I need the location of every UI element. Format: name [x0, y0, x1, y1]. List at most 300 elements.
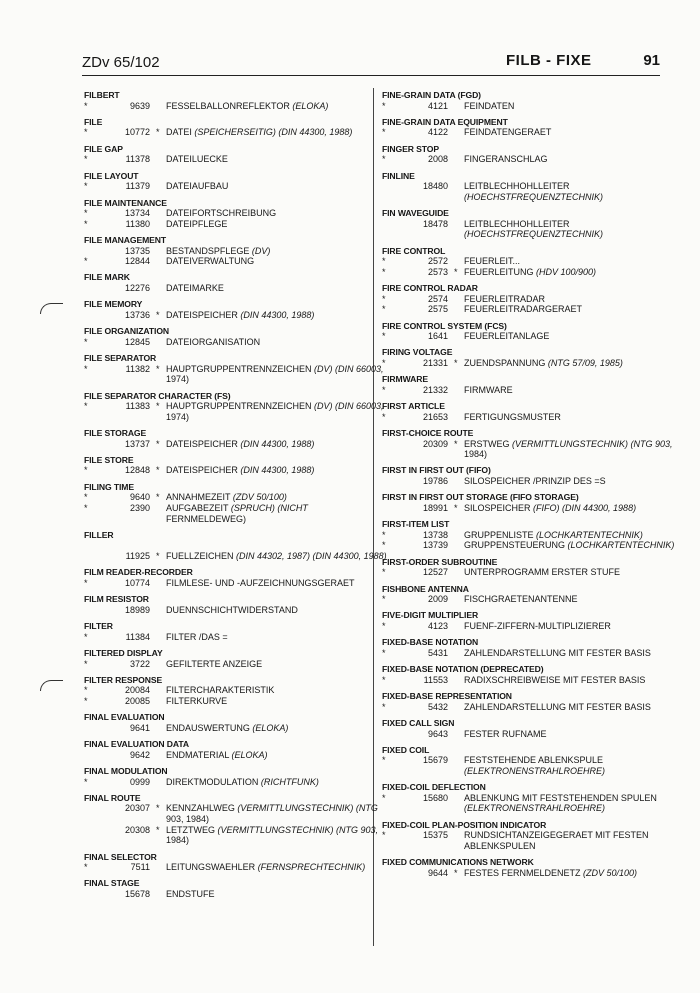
star-marker: * — [84, 336, 88, 347]
header-rule — [82, 75, 660, 76]
glossary-entry — [84, 792, 379, 846]
star-marker: * — [382, 701, 386, 712]
entry-continuation: (ELEKTRONENSTRAHLROEHRE) — [464, 766, 606, 776]
entry-line — [382, 567, 664, 578]
entry-translation: DATEISPEICHER (DIN 44300, 1988) — [166, 438, 315, 449]
glossary-entry — [84, 272, 366, 293]
entry-line — [84, 835, 366, 846]
entry-number: 21331 — [422, 357, 448, 368]
entry-line — [84, 814, 366, 825]
entry-number: 21653 — [422, 411, 448, 422]
glossary-entry — [382, 637, 664, 658]
entry-translation: DATEIPFLEGE — [166, 218, 228, 229]
glossary-entry — [84, 852, 366, 873]
entry-number: 13737 — [124, 438, 150, 449]
entry-term: FIXED-COIL DEFLECTION — [382, 782, 486, 793]
star-marker: * — [84, 256, 88, 267]
entry-number: 3722 — [129, 658, 150, 669]
entry-line — [382, 449, 664, 460]
entry-term: FIRMWARE — [382, 374, 428, 385]
entry-number: 9643 — [427, 728, 448, 739]
glossary-entry — [84, 529, 387, 562]
entry-line — [84, 605, 366, 616]
entry-line — [382, 358, 664, 369]
glossary-entry — [382, 519, 675, 551]
entry-number: 20307 — [124, 803, 150, 814]
entry-term: FINAL ROUTE — [84, 792, 141, 803]
star-marker: * — [382, 357, 386, 368]
glossary-entry — [84, 648, 366, 669]
page-number: 91 — [643, 52, 660, 69]
glossary-entry — [382, 246, 664, 278]
standard-marker: * — [156, 438, 160, 449]
star-marker: * — [84, 492, 88, 503]
entry-term: FIRE CONTROL — [382, 245, 446, 256]
glossary-entry — [84, 675, 366, 707]
margin-bracket-mark — [40, 303, 63, 314]
entry-line — [382, 841, 664, 852]
entry-term: FIXED COMMUNICATIONS NETWORK — [382, 857, 534, 868]
entry-translation: FUELLZEICHEN (DIN 44302, 1987) (DIN 44300, 1988) — [166, 551, 387, 561]
entry-number: 7511 — [130, 862, 150, 873]
entry-line — [84, 127, 366, 138]
entry-translation: DATEI (SPEICHERSEITIG) (DIN 44300, 1988) — [166, 127, 353, 138]
entry-continuation: 1984) — [464, 449, 488, 460]
entry-continuation: ABLENKSPULEN — [464, 840, 536, 851]
entry-translation: FESTSTEHENDE ABLENKSPULE — [464, 755, 604, 766]
entry-translation: DATEIVERWALTUNG — [166, 256, 255, 267]
glossary-entry — [382, 857, 664, 878]
entry-number: 18480 — [422, 181, 448, 192]
entry-translation: DATEIORGANISATION — [166, 336, 261, 347]
entry-number: 9641 — [129, 722, 150, 733]
entry-term: FILE ORGANIZATION — [84, 326, 170, 337]
star-marker: * — [84, 465, 88, 476]
entry-translation: FILTERKURVE — [166, 695, 228, 706]
glossary-entry — [84, 594, 366, 615]
entry-line — [382, 412, 664, 423]
star-marker: * — [382, 529, 386, 540]
entry-term: FIRST-ORDER SUBROUTINE — [382, 556, 498, 567]
standard-marker: * — [454, 502, 458, 513]
entry-translation: DATEIMARKE — [166, 283, 224, 294]
entry-number: 2009 — [427, 594, 448, 605]
entry-translation: UNTERPROGRAMM ERSTER STUFE — [464, 567, 621, 578]
entry-translation: ENDSTUFE — [166, 889, 215, 899]
glossary-entry — [382, 171, 664, 203]
entry-line — [84, 696, 366, 707]
star-marker: * — [84, 154, 88, 165]
entry-translation: GRUPPENLISTE (LOCHKARTENTECHNIK) — [464, 529, 643, 540]
entry-number: 15679 — [422, 755, 448, 766]
entry-translation: FEUERLEITUNG (HDV 100/900) — [464, 266, 597, 277]
entry-line — [84, 208, 366, 219]
entry-translation: ANNAHMEZEIT (ZDV 50/100) — [166, 492, 287, 503]
glossary-entry — [382, 347, 664, 368]
entry-line — [84, 659, 366, 670]
entry-line — [382, 648, 664, 659]
entry-number: 11383 — [125, 401, 150, 412]
entry-term: FIXED COIL — [382, 744, 430, 755]
entry-line — [382, 793, 664, 804]
glossary-entry — [84, 117, 366, 138]
glossary-entry — [382, 745, 664, 777]
glossary-entry — [382, 610, 664, 631]
entry-term: FILE MARK — [84, 272, 130, 283]
star-marker: * — [84, 363, 88, 374]
glossary-entry — [382, 664, 664, 685]
entry-term: FIVE-DIGIT MULTIPLIER — [382, 610, 479, 621]
glossary-entry — [382, 492, 664, 513]
entry-line — [84, 824, 379, 836]
entry-translation: FEUERLEIT... — [464, 256, 521, 267]
entry-number: 18478 — [422, 218, 448, 229]
entry-continuation: 1974) — [166, 374, 190, 385]
entry-term: FIRST IN FIRST OUT STORAGE (FIFO STORAGE) — [382, 492, 579, 503]
entry-number: 5431 — [427, 647, 448, 658]
glossary-entry — [382, 374, 664, 395]
entry-line — [84, 246, 366, 257]
entry-line — [382, 101, 664, 112]
star-marker: * — [84, 401, 88, 412]
entry-term: FINAL EVALUATION DATA — [84, 739, 189, 750]
entry-line — [84, 374, 366, 385]
entry-line — [382, 256, 664, 267]
star-marker: * — [84, 658, 88, 669]
glossary-entry — [382, 691, 664, 712]
entry-line — [382, 267, 664, 278]
entry-line — [84, 632, 366, 643]
star-marker: * — [382, 755, 386, 766]
entry-translation: ZAHLENDARSTELLUNG MIT FESTER BASIS — [464, 647, 651, 658]
entry-term: FILE MAINTENANCE — [84, 197, 167, 208]
glossary-entry — [84, 326, 366, 347]
entry-line — [84, 492, 366, 503]
standard-marker: * — [156, 803, 160, 814]
entry-translation: LEITBLECHHOHLLEITER — [464, 218, 570, 229]
entry-line — [382, 675, 664, 686]
entry-term: FIXED-BASE NOTATION — [382, 637, 479, 648]
entry-number: 12844 — [124, 256, 150, 267]
entry-continuation: FERNMELDEWEG) — [166, 513, 247, 524]
star-marker: * — [84, 776, 88, 787]
entry-number: 11379 — [125, 181, 150, 192]
standard-marker: * — [454, 438, 458, 449]
entry-translation: ZAHLENDARSTELLUNG MIT FESTER BASIS — [464, 701, 651, 712]
entry-translation: RUNDSICHTANZEIGEGERAET MIT FESTEN — [464, 830, 649, 841]
entry-number: 9642 — [129, 749, 150, 760]
entry-translation: FUENF-ZIFFERN-MULTIPLIZIERER — [464, 621, 611, 632]
entry-line — [84, 310, 366, 321]
entry-translation: DATEIAUFBAU — [166, 181, 229, 192]
entry-number: 2572 — [427, 256, 448, 267]
entry-line — [84, 862, 366, 873]
entry-line — [382, 702, 664, 713]
glossary-entry — [382, 465, 664, 486]
column-divider — [373, 88, 374, 946]
entry-term: FILM RESISTOR — [84, 594, 149, 605]
star-marker: * — [84, 127, 88, 138]
glossary-entry — [382, 584, 664, 605]
entry-continuation: 903, 1984) — [166, 814, 210, 825]
star-marker: * — [382, 411, 386, 422]
star-marker: * — [382, 384, 386, 395]
entry-translation: GRUPPENSTEUERUNG (LOCHKARTENTECHNIK) — [464, 540, 675, 551]
star-marker: * — [84, 100, 88, 111]
entry-term: FILING TIME — [84, 481, 134, 492]
entry-line — [84, 685, 366, 696]
entry-line — [382, 181, 664, 192]
entry-number: 1641 — [427, 331, 448, 342]
entry-number: 10774 — [124, 577, 150, 588]
entry-term: FINAL SELECTOR — [84, 851, 157, 862]
entry-number: 12276 — [124, 283, 150, 294]
entry-number: 13736 — [124, 309, 150, 320]
glossary-entry — [382, 428, 673, 460]
entry-term: FIXED-BASE NOTATION (DEPRECATED) — [382, 664, 544, 675]
entry-translation: FEUERLEITRADAR — [464, 293, 546, 304]
entry-number: 20308 — [124, 824, 150, 835]
left-column — [84, 90, 387, 905]
entry-translation: AUFGABEZEIT (SPRUCH) (NICHT — [166, 502, 308, 513]
entry-term: FIXED CALL SIGN — [382, 717, 455, 728]
entry-term: FIRING VOLTAGE — [382, 347, 453, 358]
glossary-entry — [84, 766, 366, 787]
glossary-entry — [84, 171, 366, 192]
entry-line — [382, 219, 664, 230]
entry-term: FILE LAYOUT — [84, 170, 139, 181]
entry-translation: FINGERANSCHLAG — [464, 154, 548, 165]
section-range: FILB - FIXE — [506, 52, 592, 69]
entry-number: 9639 — [129, 100, 150, 111]
entry-line — [84, 551, 387, 562]
glossary-entry — [382, 557, 664, 578]
standard-marker: * — [156, 127, 160, 138]
entry-line — [382, 331, 664, 342]
entry-term: FILE GAP — [84, 143, 123, 154]
entry-line — [84, 889, 366, 900]
entry-translation: ERSTWEG (VERMITTLUNGSTECHNIK) (NTG 903, — [464, 438, 673, 449]
entry-term: FINE-GRAIN DATA (FGD) — [382, 90, 481, 100]
star-marker: * — [84, 631, 88, 642]
entry-number: 0999 — [129, 776, 150, 787]
entry-number: 20085 — [124, 695, 150, 706]
entry-line — [382, 830, 664, 841]
entry-line — [382, 294, 664, 305]
star-marker: * — [382, 154, 386, 165]
entry-translation: ENDMATERIAL (ELOKA) — [166, 749, 268, 760]
entry-number: 18991 — [422, 502, 448, 513]
entry-line — [382, 755, 664, 766]
entry-line — [382, 729, 664, 740]
entry-number: 9640 — [129, 492, 150, 503]
entry-continuation: 1974) — [166, 411, 190, 422]
entry-translation: FILMLESE- UND -AUFZEICHNUNGSGERAET — [166, 577, 355, 588]
entry-continuation: (ELEKTRONENSTRAHLROEHRE) — [464, 803, 606, 814]
page-header — [82, 52, 660, 76]
entry-translation: RADIXSCHREIBWEISE MIT FESTER BASIS — [464, 674, 646, 685]
entry-translation: FEINDATEN — [464, 100, 515, 111]
entry-number: 15678 — [124, 889, 150, 899]
entry-translation: SILOSPEICHER /PRINZIP DES =S — [464, 476, 606, 487]
entry-translation: LEITUNGSWAEHLER (FERNSPRECHTECHNIK) — [166, 862, 366, 873]
entry-translation: FESSELBALLONREFLEKTOR (ELOKA) — [166, 100, 329, 111]
entry-translation: DIREKTMODULATION (RICHTFUNK) — [166, 776, 319, 787]
entry-translation: DATEILUECKE — [166, 154, 228, 165]
glossary-entry — [382, 144, 664, 165]
standard-marker: * — [156, 363, 160, 374]
star-marker: * — [84, 695, 88, 706]
glossary-entry — [84, 144, 366, 165]
entry-translation: BESTANDSPFLEGE (DV) — [166, 245, 271, 256]
star-marker: * — [382, 567, 386, 578]
standard-marker: * — [156, 401, 160, 412]
entry-line — [382, 127, 664, 138]
entry-number: 13739 — [422, 540, 448, 551]
entry-translation: FILTER /DAS = — [166, 631, 228, 642]
entry-number: 11380 — [125, 218, 150, 229]
entry-term: FILM READER-RECORDER — [84, 567, 193, 578]
entry-term: FILE — [84, 116, 103, 127]
entry-number: 18989 — [124, 604, 150, 615]
entry-line — [84, 154, 366, 165]
entry-number: 10772 — [124, 127, 150, 138]
entry-number: 4121 — [427, 100, 448, 111]
standard-marker: * — [454, 266, 458, 277]
entry-line — [84, 540, 366, 551]
entry-number: 2573 — [427, 266, 448, 277]
entry-term: FILE SEPARATOR — [84, 353, 157, 364]
entry-line — [84, 503, 366, 514]
entry-translation: ZUENDSPANNUNG (NTG 57/09, 1985) — [464, 357, 623, 368]
glossary-entry — [84, 390, 384, 423]
star-marker: * — [382, 647, 386, 658]
document-id: ZDv 65/102 — [82, 54, 160, 71]
entry-continuation: 1984) — [166, 835, 190, 846]
standard-marker: * — [454, 357, 458, 368]
entry-term: FINE-GRAIN DATA EQUIPMENT — [382, 116, 508, 127]
star-marker: * — [84, 862, 88, 873]
entry-number: 2390 — [129, 502, 150, 513]
entry-line — [382, 503, 664, 514]
entry-line — [382, 540, 675, 551]
entry-line — [382, 192, 664, 203]
entry-translation: DATEIFORTSCHREIBUNG — [166, 208, 277, 219]
entry-term: FIRST IN FIRST OUT (FIFO) — [382, 465, 491, 476]
entry-line — [382, 868, 664, 879]
entry-number: 20309 — [422, 438, 448, 449]
entry-line — [84, 363, 384, 375]
entry-line — [84, 101, 366, 112]
entry-number: 2574 — [427, 293, 448, 304]
entry-line — [382, 154, 664, 165]
entry-line — [84, 283, 366, 294]
entry-number: 20084 — [124, 685, 150, 696]
entry-term: FILE SEPARATOR CHARACTER (FS) — [84, 390, 231, 401]
entry-term: FILBERT — [84, 90, 120, 100]
entry-number: 12527 — [422, 567, 448, 578]
entry-number: 12848 — [124, 465, 150, 476]
glossary-entry — [382, 321, 664, 342]
entry-line — [382, 304, 664, 315]
entry-continuation: (HOECHSTFREQUENZTECHNIK) — [464, 229, 603, 240]
entry-translation: FERTIGUNGSMUSTER — [464, 411, 561, 422]
glossary-entry — [382, 283, 664, 315]
entry-translation: ABLENKUNG MIT FESTSTEHENDEN SPULEN — [464, 792, 657, 803]
entry-translation: FEINDATENGERAET — [464, 127, 552, 138]
entry-line — [382, 594, 664, 605]
entry-translation: LEITBLECHHOHLLEITER — [464, 181, 570, 192]
entry-term: FILTER RESPONSE — [84, 674, 163, 685]
glossary-entry — [84, 428, 366, 449]
entry-line — [84, 465, 366, 476]
star-marker: * — [382, 127, 386, 138]
entry-translation: FISCHGRAETENANTENNE — [464, 594, 578, 605]
glossary-entry — [84, 712, 366, 733]
entry-number: 4122 — [427, 127, 448, 138]
entry-term: FIXED-BASE REPRESENTATION — [382, 691, 512, 702]
star-marker: * — [382, 304, 386, 315]
star-marker: * — [382, 293, 386, 304]
entry-line — [382, 530, 664, 541]
glossary-entry — [84, 198, 366, 230]
glossary-entry — [382, 820, 664, 852]
entry-translation: HAUPTGRUPPENTRENNZEICHEN (DV) (DIN 66003, — [166, 401, 384, 412]
entry-number: 2008 — [427, 154, 448, 165]
entry-term: FIRST-CHOICE ROUTE — [382, 428, 474, 438]
entry-line — [84, 777, 366, 788]
entry-translation: ENDAUSWERTUNG (ELOKA) — [166, 722, 289, 733]
entry-translation: KENNZAHLWEG (VERMITTLUNGSTECHNIK) (NTG — [166, 803, 378, 814]
star-marker: * — [382, 266, 386, 277]
star-marker: * — [84, 208, 88, 219]
entry-term: FILTERED DISPLAY — [84, 647, 163, 658]
glossary-entry — [382, 401, 664, 422]
entry-term: FIN WAVEGUIDE — [382, 208, 449, 219]
entry-line — [84, 337, 366, 348]
entry-term: FILE STORE — [84, 454, 134, 465]
glossary-entry — [84, 567, 366, 588]
entry-term: FILE STORAGE — [84, 428, 147, 438]
entry-number: 11384 — [125, 631, 150, 642]
entry-translation: FESTER RUFNAME — [464, 728, 547, 739]
glossary-entry — [382, 782, 664, 814]
entry-line — [84, 723, 366, 734]
entry-line — [382, 438, 673, 450]
entry-translation: LETZTWEG (VERMITTLUNGSTECHNIK) (NTG 903, — [166, 824, 379, 835]
entry-translation: DATEISPEICHER (DIN 44300, 1988) — [166, 309, 315, 320]
standard-marker: * — [156, 824, 160, 835]
entry-term: FINAL STAGE — [84, 878, 140, 889]
entry-term: FISHBONE ANTENNA — [382, 583, 469, 594]
star-marker: * — [382, 830, 386, 841]
glossary-entry — [382, 208, 664, 240]
star-marker: * — [84, 685, 88, 696]
star-marker: * — [382, 331, 386, 342]
entry-term: FIXED-COIL PLAN-POSITION INDICATOR — [382, 819, 547, 830]
standard-marker: * — [156, 492, 160, 503]
entry-translation: FILTERCHARAKTERISTIK — [166, 685, 275, 696]
standard-marker: * — [454, 867, 458, 878]
entry-line — [84, 750, 366, 761]
entry-term: FINLINE — [382, 170, 415, 181]
entry-term: FINGER STOP — [382, 143, 439, 154]
standard-marker: * — [156, 309, 160, 320]
entry-term: FILE MEMORY — [84, 299, 143, 310]
glossary-entry — [382, 90, 664, 111]
glossary-entry — [84, 235, 366, 267]
entry-line — [84, 514, 366, 525]
